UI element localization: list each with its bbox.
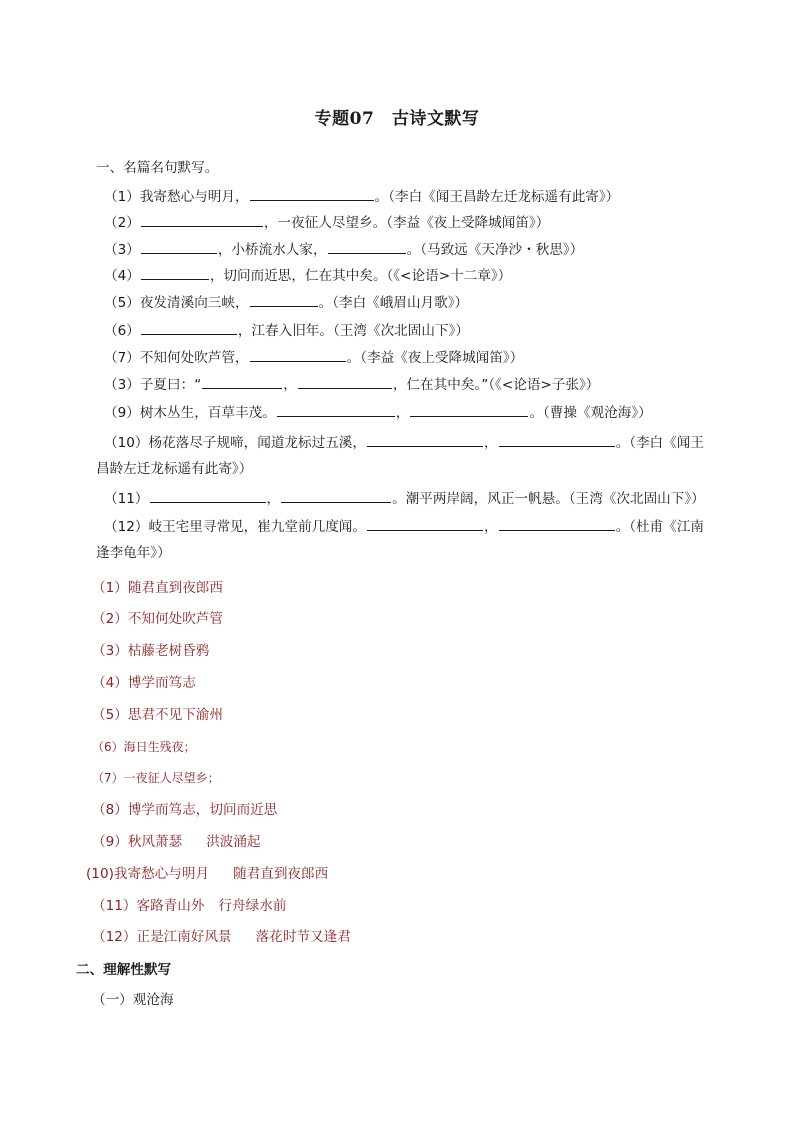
question-text: ， [266, 491, 281, 507]
question-text: 。潮平两岸阔，风正一帆悬。（王湾《次北固山下》） [392, 491, 705, 507]
question-text: （5）夜发清溪向三峡， [104, 295, 249, 311]
question-text: （6） [104, 323, 140, 339]
question-text: （4） [104, 268, 140, 284]
section2-heading: 二、理解性默写 [76, 962, 172, 978]
answer-10 [86, 864, 328, 884]
answer-blank [367, 432, 483, 447]
answer-8: （8）博学而笃志，切问而近思 [92, 802, 278, 818]
answer-blank [202, 374, 282, 389]
question-4 [104, 265, 511, 286]
question-2 [104, 212, 549, 233]
answer-11 [92, 896, 286, 916]
answer-part: 落花时节又逢君 [255, 929, 351, 945]
answer-blank [141, 265, 209, 280]
question-5 [104, 292, 468, 313]
answer-part: 随君直到夜郎西 [233, 866, 329, 882]
answer-12 [92, 927, 351, 947]
question-text: （9）树木丛生，百草丰茂。 [104, 405, 276, 421]
question-text: 。（马致远《天净沙・秋思》） [406, 242, 584, 258]
answer-part: （9）秋风萧瑟 [92, 834, 183, 850]
answer-blank [281, 488, 391, 503]
question-text: （2） [104, 215, 140, 231]
question-text: ，江春入旧年。（王湾《次北固山下》） [237, 323, 469, 339]
question-6 [104, 320, 469, 341]
question-10-continuation: 昌龄左迁龙标遥有此寄》） [96, 461, 253, 477]
question-9 [104, 402, 652, 423]
page-title: 专题07 古诗文默写 [314, 109, 480, 129]
answer-blank [141, 212, 263, 227]
answer-blank [499, 516, 615, 531]
answer-blank [277, 402, 395, 417]
answer-5: （5）思君不见下渝州 [92, 707, 223, 723]
question-text: 。（曹操《观沧海》） [529, 405, 652, 421]
question-12 [104, 516, 704, 537]
answer-part: 洪波涌起 [206, 834, 261, 850]
question-text: （7）不知何处吹芦管， [104, 350, 249, 366]
section2-subheading: （一）观沧海 [92, 992, 174, 1008]
answer-blank [250, 186, 374, 201]
question-text: （11） [104, 491, 149, 507]
answer-blank [250, 347, 346, 362]
question-text: ， [483, 519, 498, 535]
answer-2: （2）不知何处吹芦管 [92, 611, 223, 627]
question-text: 。（杜甫《江南 [615, 519, 704, 535]
answer-part: （12）正是江南好风景 [92, 929, 232, 945]
answer-blank [410, 402, 528, 417]
answer-9 [92, 832, 261, 852]
question-text: （3） [104, 242, 140, 258]
answer-blank [298, 374, 392, 389]
answer-blank [367, 516, 483, 531]
answer-part: 行舟绿水前 [218, 898, 287, 914]
question-10 [104, 432, 704, 453]
question-3 [104, 239, 583, 260]
question-text: ，一夜征人尽望乡。（李益《夜上受降城闻笛》） [263, 215, 550, 231]
question-text: ，小桥流水人家， [217, 242, 327, 258]
question-text: 。（李白《闻王昌龄左迁龙标遥有此寄》） [374, 189, 620, 205]
question-text: ，仁在其中矣。”（《<论语>子张》） [392, 377, 600, 393]
answer-7: （7）一夜征人尽望乡； [92, 771, 220, 785]
question-text: 。（李白《峨眉山月歌》） [318, 295, 469, 311]
question-text: ，切问而近思，仁在其中矣。（《<论语>十二章》） [209, 268, 512, 284]
answer-blank [250, 292, 318, 307]
question-8 [104, 374, 599, 395]
question-text: ， [395, 405, 410, 421]
question-text: 。（李益《夜上受降城闻笛》） [346, 350, 524, 366]
question-text: （1）我寄愁心与明月， [104, 189, 249, 205]
question-12-continuation: 逢李龟年》） [96, 545, 171, 561]
question-text: （12）岐王宅里寻常见，崔九堂前几度闻。 [104, 519, 366, 535]
question-text: 。（李白《闻王 [615, 435, 704, 451]
question-text: （10）杨花落尽子规啼，闻道龙标过五溪， [104, 435, 366, 451]
answer-4: （4）博学而笃志 [92, 675, 196, 691]
question-text: ， [283, 377, 297, 393]
answer-blank [150, 488, 266, 503]
answer-blank [141, 320, 237, 335]
answer-part: (10)我寄愁心与明月 [86, 866, 210, 882]
answer-3: （3）枯藤老树昏鸦 [92, 643, 210, 659]
answer-1: （1）随君直到夜郎西 [92, 580, 223, 596]
answer-blank [141, 239, 217, 254]
question-text: （3）子夏曰：“ [104, 377, 202, 393]
question-1 [104, 186, 619, 207]
question-text: ， [483, 435, 498, 451]
answer-part: （11）客路青山外 [92, 898, 205, 914]
answer-blank [328, 239, 406, 254]
answer-blank [499, 432, 615, 447]
question-11 [104, 488, 705, 509]
question-7 [104, 347, 523, 368]
answer-6: （6）海日生残夜； [92, 740, 196, 754]
section1-heading: 一、名篇名句默写。 [96, 160, 219, 176]
